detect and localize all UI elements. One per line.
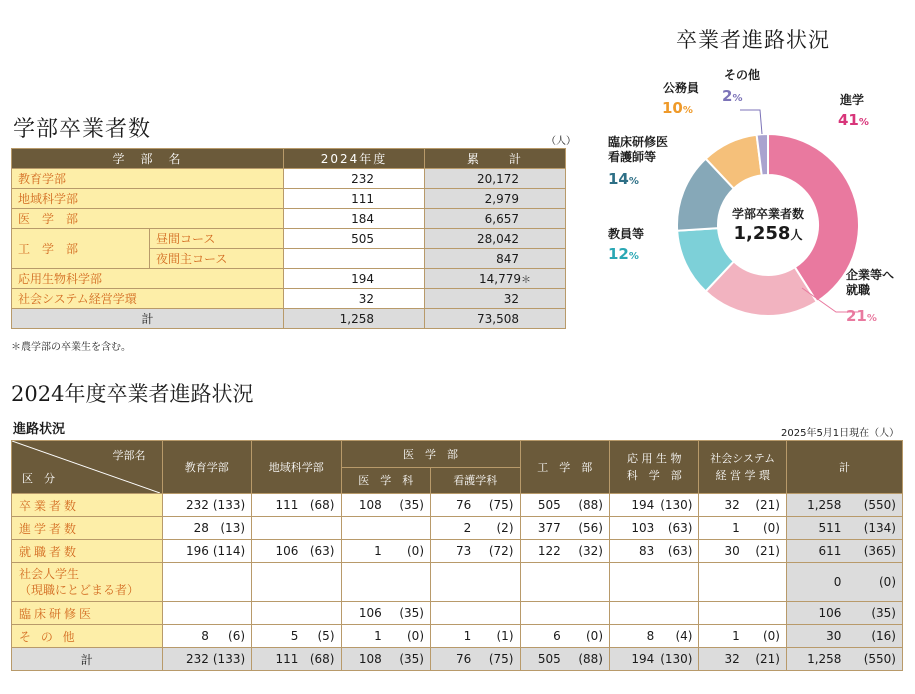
unit-note: （人） [546, 136, 576, 147]
women-count-value: (75) [475, 648, 520, 671]
table-row [12, 540, 903, 563]
cumulative-cell: 2,979 [425, 189, 566, 209]
row-label-line2: （現職にとどまる者） [19, 583, 140, 597]
women-count-value: (75) [475, 494, 520, 517]
total-row [12, 648, 903, 671]
label-shingaku: 進学 [840, 93, 865, 107]
graduates-summary-table [11, 148, 566, 329]
women-count-value: (35) [386, 602, 431, 625]
pct-kyoin [608, 245, 639, 263]
row-label: 計 [12, 648, 163, 671]
women-count-value: (6) [213, 625, 252, 648]
women-count-value: (365) [845, 540, 902, 563]
women-count-value: (550) [845, 494, 902, 517]
cumulative-cell: 32 [425, 289, 566, 309]
row-label-line1: 社会人学生 [19, 567, 80, 581]
asterisk-mark: ＊ [521, 275, 532, 286]
donut-center-value [676, 223, 860, 244]
count-value: 505 [520, 494, 565, 517]
date-note: 2025年5月1日現在（人） [781, 428, 900, 439]
women-count-value: (68) [302, 648, 341, 671]
summary-title: 学部卒業者数 [13, 117, 152, 142]
women-count-value: (63) [658, 540, 699, 563]
pct-unit: % [628, 176, 639, 187]
table-row [12, 517, 903, 540]
women-count-value: (88) [565, 648, 610, 671]
count-value: 111 [252, 648, 303, 671]
total-row [12, 309, 566, 329]
count-value: 8 [162, 625, 213, 648]
pct-unit: % [732, 93, 743, 104]
count-value: 377 [520, 517, 565, 540]
count-cell [284, 249, 425, 269]
count-value: 83 [610, 540, 659, 563]
women-count-value: (21) [744, 540, 787, 563]
count-value: 106 [786, 602, 845, 625]
faculty-name: 地域科学部 [12, 189, 284, 209]
count-value: 1 [431, 625, 476, 648]
pct-komuin [662, 99, 693, 117]
women-count-value: (21) [744, 494, 787, 517]
count-value: 6 [520, 625, 565, 648]
pct-value: 14 [608, 170, 629, 188]
women-count-value: (35) [386, 648, 431, 671]
label-line2: 看護師等 [608, 150, 657, 164]
count-value [610, 602, 659, 625]
pct-shingaku [838, 111, 869, 129]
table-row [12, 169, 566, 189]
count-value: 73 [431, 540, 476, 563]
cumulative-cell: 28,042 [425, 229, 566, 249]
faculty-name: 社会システム経営学環 [12, 289, 284, 309]
count-value [252, 602, 303, 625]
header-medicine-sub1: 医 学 科 [341, 467, 431, 494]
faculty-name: 応用生物科学部 [12, 269, 284, 289]
pct-value: 10 [662, 99, 683, 117]
women-count-value: (5) [302, 625, 341, 648]
count-value: 1,258 [786, 648, 845, 671]
count-value: 194 [610, 648, 659, 671]
table-row [12, 494, 903, 517]
count-cell: 194 [284, 269, 425, 289]
count-value: 505 [520, 648, 565, 671]
women-count-value [386, 517, 431, 540]
women-count-value: (63) [302, 540, 341, 563]
leader-line [738, 108, 778, 138]
cumulative-cell: 20,172 [425, 169, 566, 189]
row-label: 卒業者数 [12, 494, 163, 517]
faculty-name: 医 学 部 [12, 209, 284, 229]
cumulative-cell: 847 [425, 249, 566, 269]
count-value: 8 [610, 625, 659, 648]
women-count-value: (133) [213, 494, 252, 517]
count-value [610, 563, 659, 602]
footnote: ＊農学部の卒業生を含む。 [11, 342, 131, 353]
pct-value: 21 [846, 307, 867, 325]
women-count-value: (0) [565, 625, 610, 648]
pct-unit: % [628, 251, 639, 262]
label-rinsho [608, 135, 668, 165]
row-label: 臨床研修医 [12, 602, 163, 625]
header-engineering: 工 学 部 [520, 441, 610, 494]
pct-unit: % [858, 117, 869, 128]
women-count-value: (21) [744, 648, 787, 671]
leader-line [800, 280, 860, 320]
table-row [12, 209, 566, 229]
women-count-value: (4) [658, 625, 699, 648]
count-value: 511 [786, 517, 845, 540]
destination-subtitle: 進路状況 [13, 422, 66, 437]
center-value: 1,258 [733, 223, 791, 244]
center-unit: 人 [790, 228, 803, 242]
table-row [12, 602, 903, 625]
count-value: 1 [341, 625, 386, 648]
count-cell: 32 [284, 289, 425, 309]
women-count-value: (35) [386, 494, 431, 517]
count-value: 111 [252, 494, 303, 517]
header-regional: 地域科学部 [252, 441, 341, 494]
women-count-value: (68) [302, 494, 341, 517]
table-row [12, 625, 903, 648]
table-row [12, 229, 566, 249]
header-line1: 社会システム [710, 452, 776, 465]
women-count-value: (134) [845, 517, 902, 540]
count-value: 1 [699, 625, 744, 648]
women-count-value: (550) [845, 648, 902, 671]
cumulative-cell [425, 269, 566, 289]
course-name: 昼間コース [150, 229, 284, 249]
women-count-value [658, 563, 699, 602]
destination-title: 2024年度卒業者進路状況 [11, 382, 254, 406]
pct-value: 2 [722, 87, 733, 105]
women-count-value: (32) [565, 540, 610, 563]
course-name: 夜間主コース [150, 249, 284, 269]
count-value: 232 [162, 648, 213, 671]
women-count-value: (130) [658, 648, 699, 671]
count-cell: 184 [284, 209, 425, 229]
count-value: 2 [431, 517, 476, 540]
count-value: 30 [699, 540, 744, 563]
row-label: 就職者数 [12, 540, 163, 563]
women-count-value [658, 602, 699, 625]
table-row [12, 269, 566, 289]
label-kyoin: 教員等 [608, 227, 645, 241]
women-count-value: (2) [475, 517, 520, 540]
women-count-value: (0) [744, 625, 787, 648]
header-education: 教育学部 [162, 441, 251, 494]
header-cumulative: 累 計 [425, 149, 566, 169]
label-komuin: 公務員 [663, 81, 700, 95]
count-value: 28 [162, 517, 213, 540]
women-count-value: (13) [213, 517, 252, 540]
women-count-value: (1) [475, 625, 520, 648]
table-row [12, 189, 566, 209]
count-value: 108 [341, 648, 386, 671]
women-count-value: (0) [845, 563, 902, 602]
count-value: 30 [786, 625, 845, 648]
count-value: 106 [252, 540, 303, 563]
count-value [520, 602, 565, 625]
count-value: 1,258 [786, 494, 845, 517]
header-faculty: 学 部 名 [12, 149, 284, 169]
row-label: そ の 他 [12, 625, 163, 648]
count-value: 194 [610, 494, 659, 517]
donut-center-label: 学部卒業者数 [731, 207, 804, 221]
pct-rinsho [608, 170, 639, 188]
count-value [431, 602, 476, 625]
women-count-value [475, 563, 520, 602]
count-value: 1 [341, 540, 386, 563]
count-value: 108 [341, 494, 386, 517]
women-count-value [565, 563, 610, 602]
count-value: 0 [786, 563, 845, 602]
count-value: 1 [699, 517, 744, 540]
women-count-value: (0) [744, 517, 787, 540]
header-2024: 2024年度 [284, 149, 425, 169]
women-count-value [213, 563, 252, 602]
header-medicine: 医 学 部 [341, 441, 520, 468]
chart-title: 卒業者進路状況 [676, 28, 830, 52]
count-value [520, 563, 565, 602]
women-count-value [386, 563, 431, 602]
women-count-value: (130) [658, 494, 699, 517]
women-count-value: (0) [386, 625, 431, 648]
count-value [252, 517, 303, 540]
header-total: 計 [786, 441, 902, 494]
count-value [431, 563, 476, 602]
women-count-value: (35) [845, 602, 902, 625]
header-line1: 応 用 生 物 [626, 452, 682, 465]
count-value: 196 [162, 540, 213, 563]
count-value: 106 [341, 602, 386, 625]
women-count-value: (16) [845, 625, 902, 648]
table-row [12, 563, 903, 602]
label-line1: 臨床研修医 [608, 135, 669, 149]
header-line2: 科 学 部 [626, 469, 682, 482]
cumulative-cell: 6,657 [425, 209, 566, 229]
women-count-value: (114) [213, 540, 252, 563]
women-count-value [213, 602, 252, 625]
pct-unit: % [682, 105, 693, 116]
header-medicine-sub2: 看護学科 [431, 467, 521, 494]
count-value [162, 602, 213, 625]
header-line2: 経 営 学 環 [715, 469, 770, 482]
count-value: 32 [699, 648, 744, 671]
total-count: 1,258 [284, 309, 425, 329]
count-value: 611 [786, 540, 845, 563]
count-cell: 505 [284, 229, 425, 249]
table-row [12, 289, 566, 309]
women-count-value: (133) [213, 648, 252, 671]
women-count-value [302, 563, 341, 602]
women-count-value [302, 602, 341, 625]
women-count-value [744, 602, 787, 625]
women-count-value: (56) [565, 517, 610, 540]
count-cell: 232 [284, 169, 425, 189]
women-count-value: (0) [386, 540, 431, 563]
destination-table-body [12, 494, 903, 671]
pct-value: 41 [838, 111, 859, 129]
women-count-value: (72) [475, 540, 520, 563]
count-value: 5 [252, 625, 303, 648]
count-value: 122 [520, 540, 565, 563]
row-label [12, 563, 163, 602]
count-value [252, 563, 303, 602]
women-count-value [302, 517, 341, 540]
corner-top-label: 学部名 [112, 449, 146, 462]
header-applied [610, 441, 699, 494]
women-count-value [475, 602, 520, 625]
label-line1: 企業等へ [846, 268, 895, 282]
faculty-name: 工 学 部 [12, 229, 150, 269]
pct-value: 12 [608, 245, 629, 263]
count-value: 76 [431, 494, 476, 517]
count-value [341, 517, 386, 540]
count-cell: 111 [284, 189, 425, 209]
faculty-name: 教育学部 [12, 169, 284, 189]
count-value [699, 602, 744, 625]
pct-unit: % [866, 313, 877, 324]
label-sonota: その他 [724, 68, 761, 82]
total-cumulative: 73,508 [425, 309, 566, 329]
count-value: 76 [431, 648, 476, 671]
header-social [699, 441, 786, 494]
label-line2: 就職 [846, 283, 871, 297]
destination-table [11, 440, 903, 671]
total-label: 計 [12, 309, 284, 329]
cumulative-value: 14,779 [479, 272, 522, 286]
women-count-value [744, 563, 787, 602]
women-count-value: (63) [658, 517, 699, 540]
pct-sonota [722, 87, 742, 105]
women-count-value [565, 602, 610, 625]
count-value: 32 [699, 494, 744, 517]
count-value [699, 563, 744, 602]
corner-bottom-label: 区 分 [22, 472, 55, 485]
row-label: 進学者数 [12, 517, 163, 540]
count-value [341, 563, 386, 602]
count-value: 232 [162, 494, 213, 517]
corner-header [12, 441, 163, 494]
women-count-value: (88) [565, 494, 610, 517]
count-value: 103 [610, 517, 659, 540]
count-value [162, 563, 213, 602]
